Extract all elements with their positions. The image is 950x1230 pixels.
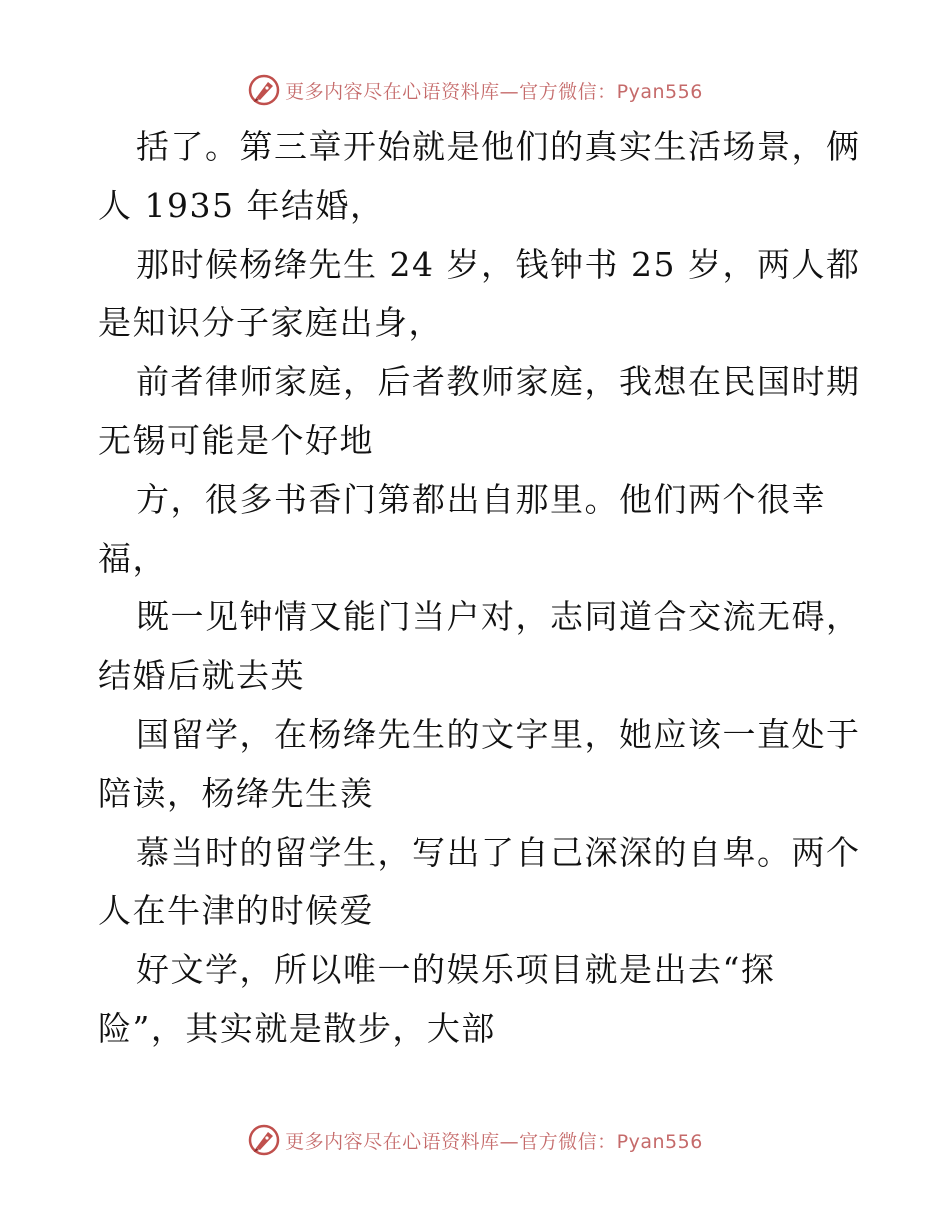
paragraph-line: 国留学，在杨绛先生的文字里，她应该一直处于 bbox=[136, 714, 861, 754]
watermark-text: 更多内容尽在心语资料库—官方微信：Pyan556 bbox=[285, 80, 703, 103]
footer-watermark bbox=[0, 1120, 950, 1160]
paragraph-line: 陪读，杨绛先生羡 bbox=[98, 773, 374, 813]
paragraph-line: 结婚后就去英 bbox=[98, 656, 305, 696]
paragraph-line: 是知识分子家庭出身， bbox=[98, 303, 443, 343]
pen-nib-logo-icon bbox=[247, 1123, 281, 1157]
paragraph-line: 人在牛津的时候爱 bbox=[98, 891, 374, 931]
watermark-text: 更多内容尽在心语资料库—官方微信：Pyan556 bbox=[285, 1130, 703, 1153]
pen-nib-logo-icon bbox=[247, 73, 281, 107]
paragraph-line: 好文学，所以唯一的娱乐项目就是出去“探 bbox=[136, 950, 776, 990]
header-watermark bbox=[0, 70, 950, 110]
paragraph-line: 福， bbox=[98, 538, 167, 578]
paragraph-line: 括了。第三章开始就是他们的真实生活场景，俩 bbox=[136, 127, 861, 166]
paragraph-line: 既一见钟情又能门当户对，志同道合交流无碍， bbox=[136, 597, 861, 637]
paragraph-line: 险”，其实就是散步，大部 bbox=[98, 1008, 496, 1048]
paragraph-line: 那时候杨绛先生 24 岁，钱钟书 25 岁，两人都 bbox=[136, 244, 861, 284]
document-body bbox=[98, 118, 861, 1059]
paragraph-line: 无锡可能是个好地 bbox=[98, 420, 374, 460]
paragraph-line: 人 1935 年结婚， bbox=[98, 185, 385, 225]
paragraph-line: 慕当时的留学生，写出了自己深深的自卑。两个 bbox=[136, 832, 861, 872]
paragraph-line: 前者律师家庭，后者教师家庭，我想在民国时期 bbox=[136, 362, 861, 402]
paragraph-line: 方，很多书香门第都出自那里。他们两个很幸 bbox=[136, 479, 826, 519]
